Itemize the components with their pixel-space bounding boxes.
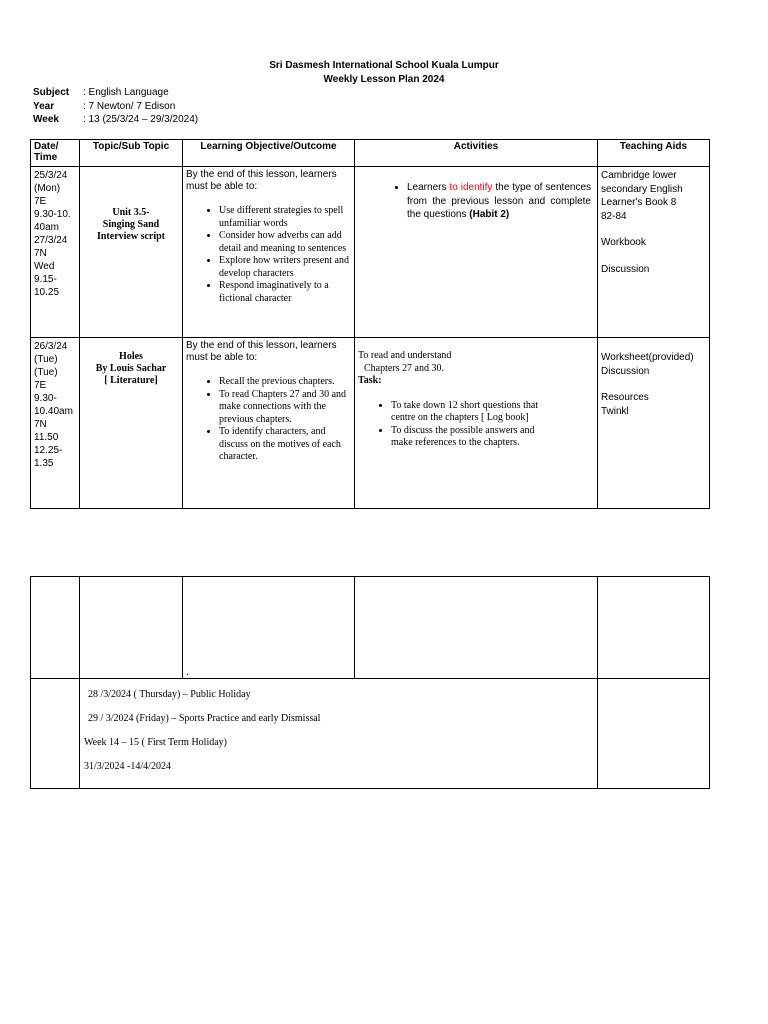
row2-date-line: 10.40am <box>34 406 73 417</box>
list-item: • Explore how writers present and develop characters <box>219 255 354 280</box>
row2-date-line: 11.50 <box>34 432 59 443</box>
row2-objective-cell <box>183 338 355 509</box>
row2-date-cell <box>31 338 80 509</box>
col-header-activities-label: Activities <box>453 141 499 152</box>
row1-date-line: 40am <box>34 222 60 233</box>
row2-aid-line: Worksheet(provided) <box>601 352 694 363</box>
col-header-aids <box>598 140 710 167</box>
meta-week <box>33 114 198 125</box>
list-item: • To identify characters, and discuss on the motives of each character. <box>219 426 354 464</box>
table-row <box>31 679 710 789</box>
school-title: Sri Dasmesh International School Kuala Lumpur <box>269 60 499 71</box>
row1-date-line: 27/3/24 <box>34 235 68 246</box>
row1-aid-line: 82-84 <box>601 210 627 222</box>
col-header-topic <box>80 140 183 167</box>
row2-objective-list <box>183 376 354 464</box>
list-item: • Use different strategies to spell unfamiliar words <box>219 205 354 230</box>
week-label: Week <box>33 114 59 125</box>
row2-topic-cell <box>80 338 183 509</box>
activity-highlight: to identify <box>449 182 493 193</box>
row2-task-list <box>355 400 597 450</box>
row2-date-line: 26/3/24 <box>34 341 68 352</box>
row1-date-line: 7N <box>34 248 47 259</box>
empty-cell <box>355 577 598 679</box>
row2-date-line: (Tue) <box>34 354 58 365</box>
row2-activities-cell <box>355 338 598 509</box>
stray-dot: . <box>186 667 189 678</box>
col-header-objective-label: Learning Objective/Outcome <box>200 141 337 152</box>
row1-aids-cell <box>598 167 710 338</box>
list-item: • To take down 12 short questions that centre on the chapters [ Log book] <box>391 400 557 425</box>
row2-aid-line: Resources <box>601 392 649 403</box>
holiday-note: 29 / 3/2024 (Friday) – Sports Practice and early Dismissal <box>88 713 321 724</box>
row2-objective-intro: By the end of this lesson, learners must be able to: <box>186 340 337 363</box>
activity-text: the type of sentences from the previous lesson and complete the questions <box>407 182 592 220</box>
row2-date-line: 9.30- <box>34 393 57 404</box>
year-value: : 7 Newton/ 7 Edison <box>83 101 176 112</box>
table-row <box>31 338 710 509</box>
table-row <box>31 577 710 679</box>
holiday-note: 31/3/2024 -14/4/2024 <box>84 761 171 772</box>
list-item <box>407 181 591 222</box>
row1-activity-list <box>355 181 597 222</box>
row1-date-cell <box>31 167 80 338</box>
row1-date-line: (Mon) <box>34 183 61 194</box>
col-header-objective <box>183 140 355 167</box>
list-item: • Recall the previous chapters. <box>219 376 354 389</box>
subject-label: Subject <box>33 87 70 98</box>
notes-table <box>30 576 710 789</box>
holiday-note: Week 14 – 15 ( First Term Holiday) <box>84 737 228 748</box>
lesson-plan-table <box>30 139 710 509</box>
list-item: • To discuss the possible answers and make references to the chapters. <box>391 425 557 450</box>
year-label: Year <box>33 101 55 112</box>
row2-topic-line: By Louis Sachar <box>95 363 167 374</box>
empty-cell <box>31 679 80 789</box>
meta-subject <box>33 87 169 98</box>
habit-tag: (Habit 2) <box>469 209 510 220</box>
row2-date-line: 1.35 <box>34 458 54 469</box>
week-value: : 13 (25/3/24 – 29/3/2024) <box>83 114 199 125</box>
row1-date-line: 25/3/24 <box>34 170 68 181</box>
row1-objective-cell <box>183 167 355 338</box>
row2-aid-line: Twinkl <box>601 405 629 417</box>
header-row <box>31 140 710 167</box>
list-item: • Consider how adverbs can add detail and meaning to sentences <box>219 230 354 255</box>
row1-topic-cell <box>80 167 183 338</box>
row1-aid-line: Discussion <box>601 263 650 275</box>
list-item: • Respond imaginatively to a fictional character <box>219 280 354 305</box>
row1-objective-list <box>183 205 354 305</box>
row2-topic-line: [ Literature] <box>104 375 158 386</box>
row1-date-line: 10.25 <box>34 287 60 298</box>
holiday-note: 28 /3/2024 ( Thursday) – Public Holiday <box>88 689 251 700</box>
meta-year <box>33 101 175 112</box>
row1-date-line: 9.15- <box>34 274 57 285</box>
col-header-date <box>31 140 80 167</box>
row2-date-line: (Tue) <box>34 367 58 378</box>
col-header-topic-label: Topic/Sub Topic <box>92 141 170 152</box>
col-header-activities <box>355 140 598 167</box>
row1-aid-line: Cambridge lower secondary English Learner's Book 8 <box>601 170 683 208</box>
activity-intro: To read and understand <box>358 350 452 361</box>
empty-cell <box>31 577 80 679</box>
row1-topic-line: Interview script <box>96 231 166 242</box>
row1-date-line: Wed <box>34 261 55 272</box>
activity-intro: Chapters 27 and 30. <box>364 362 444 374</box>
task-label: Task: <box>358 375 382 386</box>
subject-value: : English Language <box>83 87 169 98</box>
row2-aid-line: Discussion <box>601 365 650 377</box>
row1-date-line: 9.30-10. <box>34 209 71 220</box>
holiday-notes-cell <box>80 679 598 789</box>
plan-title: Weekly Lesson Plan 2024 <box>323 74 445 85</box>
row2-topic-line: Holes <box>119 351 143 362</box>
row1-date-line: 7E <box>34 196 47 207</box>
row1-activities-cell <box>355 167 598 338</box>
empty-cell <box>80 577 183 679</box>
empty-cell <box>183 577 355 679</box>
row2-date-line: 7N <box>34 419 47 430</box>
table-row <box>31 167 710 338</box>
list-item: • To read Chapters 27 and 30 and make connections with the previous chapters. <box>219 389 354 427</box>
empty-cell <box>598 577 710 679</box>
row2-date-line: 7E <box>34 380 47 391</box>
col-header-date-label: Date/ Time <box>34 141 59 163</box>
row1-objective-intro: By the end of this lesson, learners must be able to: <box>186 169 337 192</box>
row1-topic-line: Unit 3.5- <box>112 207 150 218</box>
col-header-aids-label: Teaching Aids <box>619 141 688 152</box>
activity-text: Learners <box>407 182 450 193</box>
row1-topic-line: Singing Sand <box>102 219 160 230</box>
row1-aid-line: Workbook <box>601 237 646 248</box>
row2-date-line: 12.25- <box>34 445 63 456</box>
empty-cell <box>598 679 710 789</box>
row2-aids-cell <box>598 338 710 509</box>
